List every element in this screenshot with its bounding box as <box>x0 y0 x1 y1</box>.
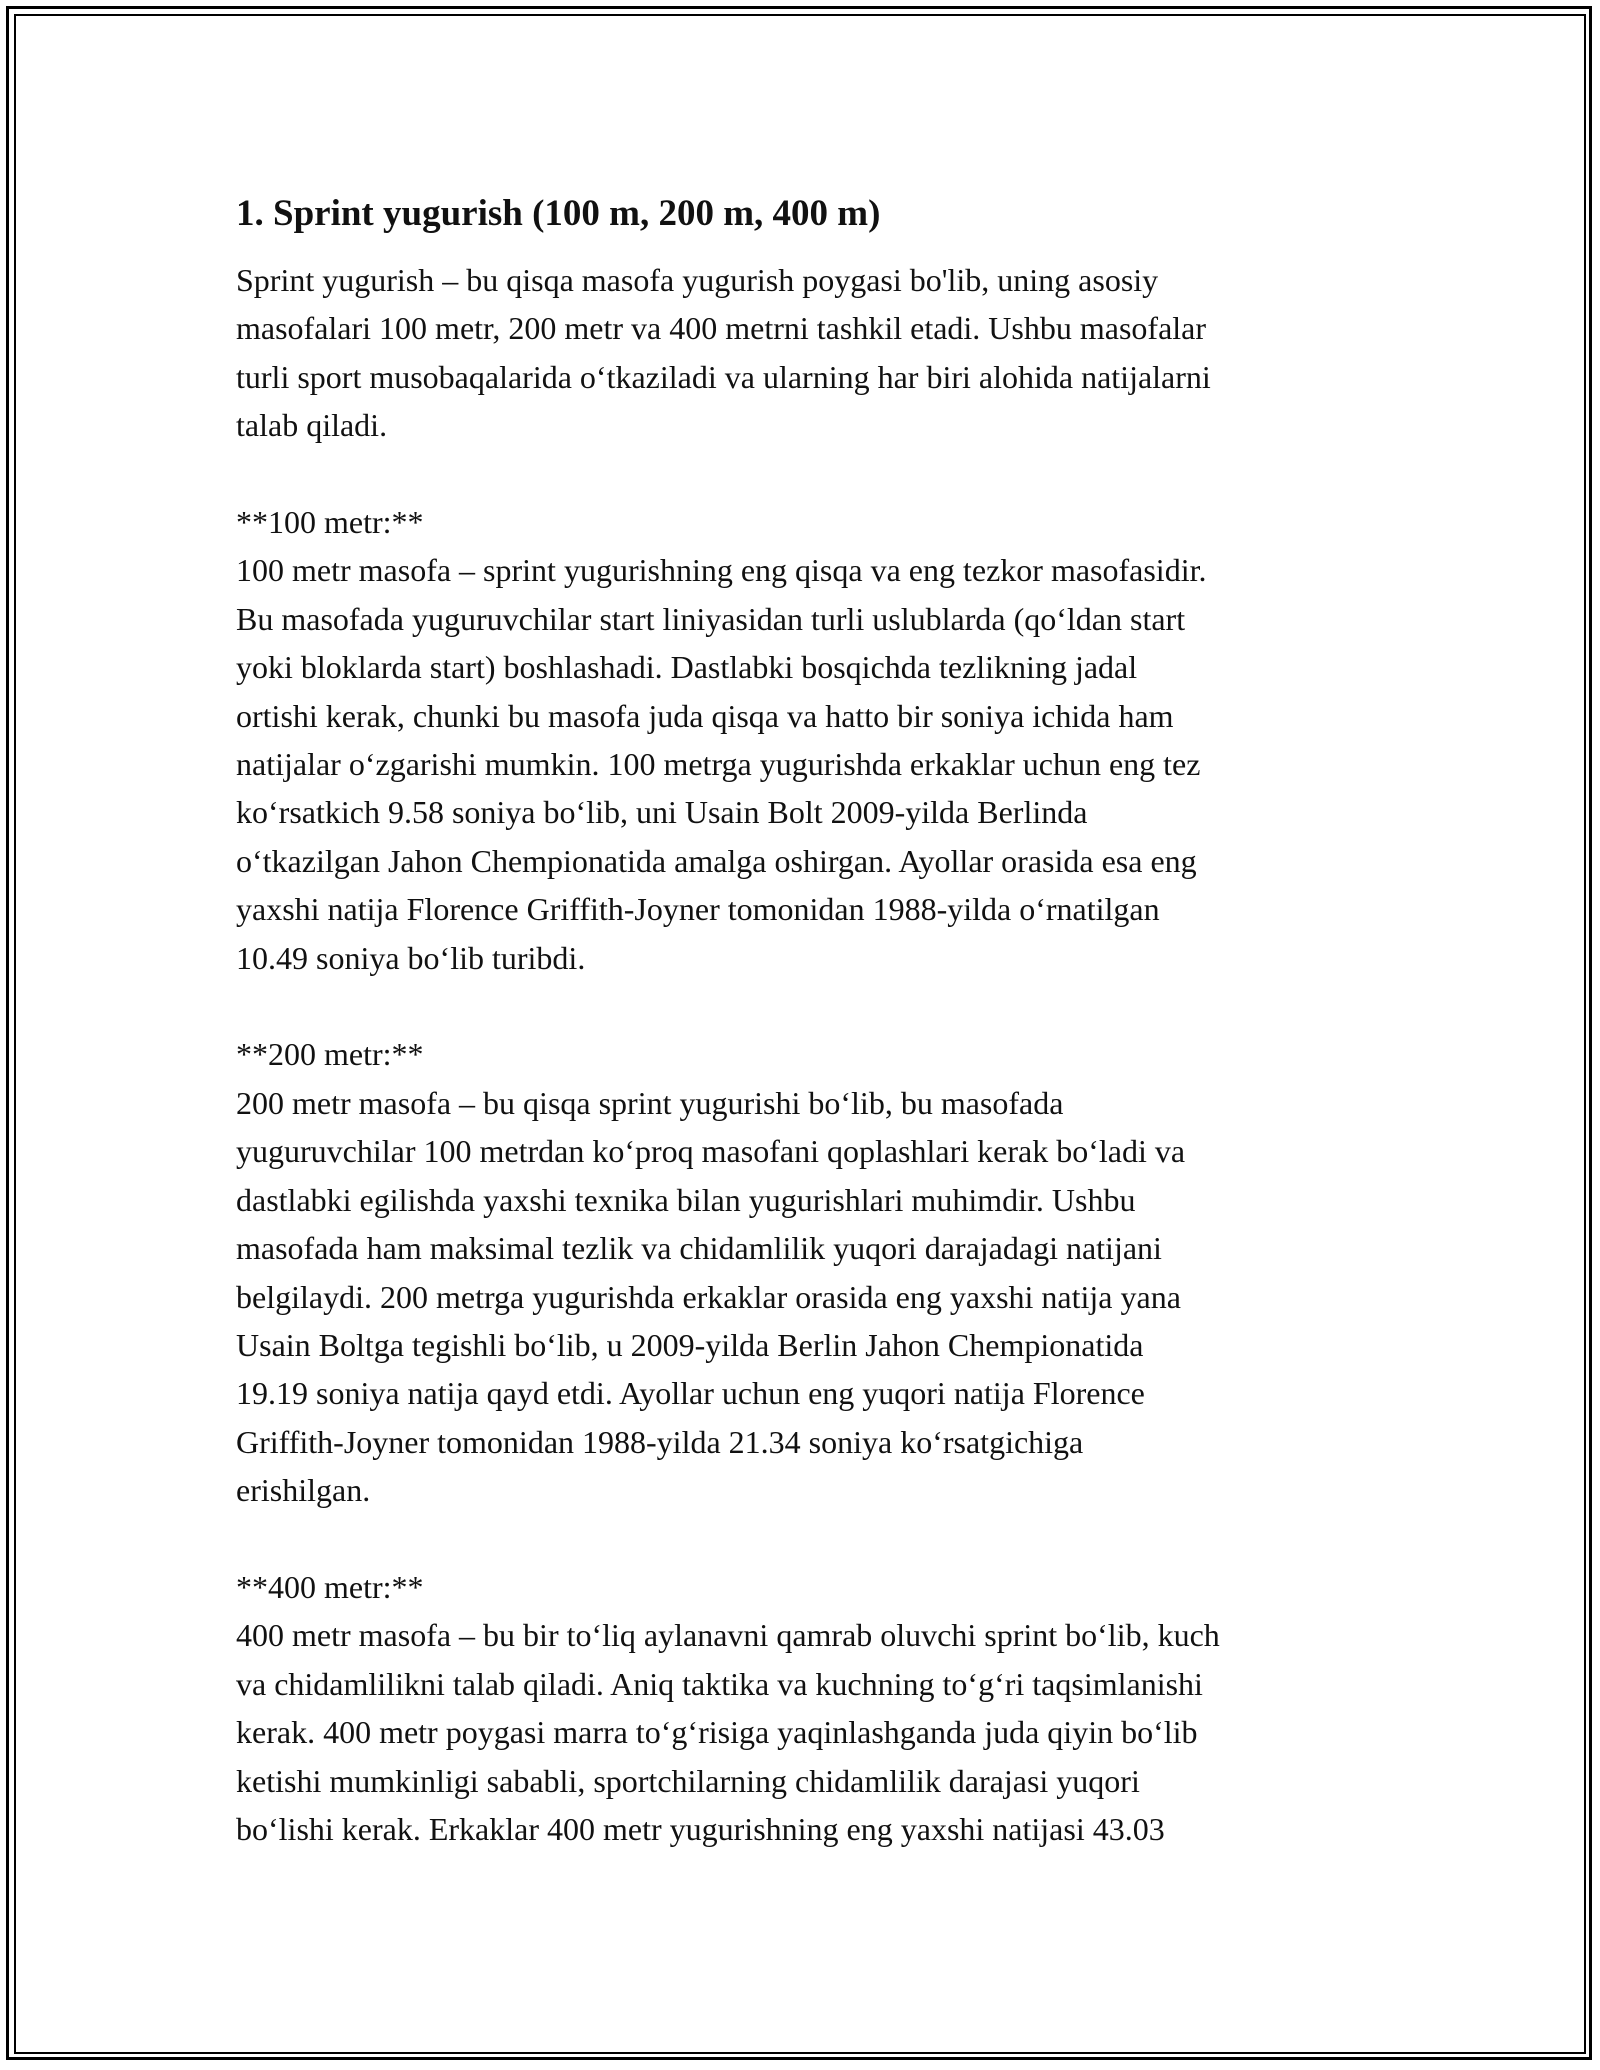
section-400-text: 400 metr masofa – bu bir to‘liq aylanavni qamrab oluvchi sprint bo‘lib, kuch va chidamlilikni talab qiladi. Aniq taktika va kuchning to‘g‘ri taqsimlanishi kerak. 400 metr poygasi marra to‘g‘risiga yaqinlashganda juda qiyin bo‘lib ketishi mumkinligi sababli, sportchilarning chidamlilik darajasi yuqori bo‘lishi kerak. Erkaklar 400 metr yugurishning eng yaxshi natijasi 43.03 <box>236 1617 1220 1847</box>
intro-paragraph: Sprint yugurish – bu qisqa masofa yugurish poygasi bo'lib, uning asosiy masofalari 100 metr, 200 metr va 400 metrni tashkil etadi. Ushbu masofalar turli sport musobaqalarida o‘tkaziladi va ularning har biri alohida natijalarni talab qiladi. <box>236 262 1211 444</box>
section-200-label: **200 metr:** <box>236 1036 424 1073</box>
section-heading: 1. Sprint yugurish (100 m, 200 m, 400 m) <box>236 193 881 234</box>
paragraph-gap <box>236 450 1366 498</box>
paragraph-gap <box>236 982 1366 1030</box>
section-400-label: **400 metr:** <box>236 1568 424 1605</box>
section-200-text: 200 metr masofa – bu qisqa sprint yugurishi bo‘lib, bu masofada yuguruvchilar 100 metrdan ko‘proq masofani qoplashlari kerak bo‘ladi va dastlabki egilishda yaxshi texnika bilan yugurishlari muhimdir. Ushbu masofada ham maksimal tezlik va chidamlilik yuqori darajadagi natijani belgilaydi. 200 metrga yugurishda erkaklar orasida eng yaxshi natija yana Usain Boltga tegishli bo‘lib, u 2009-yilda Berlin Jahon Chempionatida 19.19 soniya natija qayd etdi. Ayollar uchun eng yuqori natija Florence Griffith-Joyner tomonidan 1988-yilda 21.34 soniya ko‘rsatgichiga erishilgan. <box>236 1084 1186 1509</box>
paragraph-gap <box>236 1515 1366 1563</box>
section-100-text: 100 metr masofa – sprint yugurishning eng qisqa va eng tezkor masofasidir. Bu masofada yuguruvchilar start liniyasidan turli uslublarda (qo‘ldan start yoki bloklarda start) boshlashadi. Dastlabki bosqichda tezlikning jadal ortishi kerak, chunki bu masofa juda qisqa va hatto bir soniya ichida ham natijalar o‘zgarishi mumkin. 100 metrga yugurishda erkaklar uchun eng tez ko‘rsatkich 9.58 soniya bo‘lib, uni Usain Bolt 2009-yilda Berlinda o‘tkazilgan Jahon Chempionatida amalga oshirgan. Ayollar orasida esa eng yaxshi natija Florence Griffith-Joyner tomonidan 1988-yilda o‘rnatilgan 10.49 soniya bo‘lib turibdi. <box>236 552 1207 976</box>
section-100-label: **100 metr:** <box>236 504 424 541</box>
document-body <box>236 180 1366 1853</box>
